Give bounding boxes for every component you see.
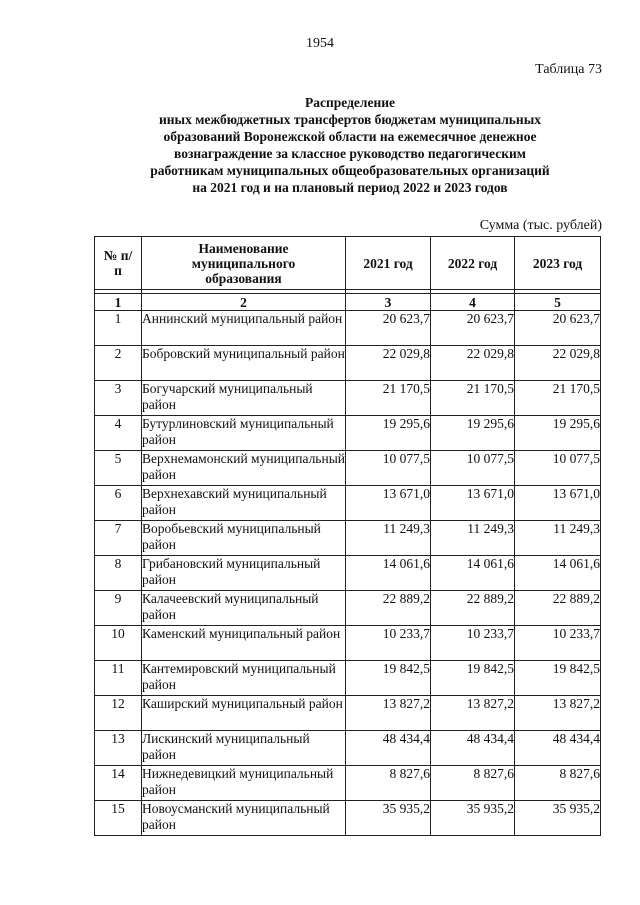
value-2022: 13 827,2 [431,696,515,731]
header-2021: 2021 год [346,237,431,290]
column-number: 2 [142,294,346,311]
title-line: на 2021 год и на плановый период 2022 и 2023 годов [192,180,508,195]
municipality-name: Калачеевский муниципальный район [142,591,346,626]
value-2023: 19 295,6 [515,416,601,451]
value-2022: 13 671,0 [431,486,515,521]
table-header-row [95,237,601,290]
value-2021: 10 077,5 [346,451,431,486]
row-number: 15 [95,801,142,836]
value-2022: 35 935,2 [431,801,515,836]
value-2023: 10 077,5 [515,451,601,486]
table-row [95,416,601,451]
value-2022: 20 623,7 [431,311,515,346]
table-row [95,731,601,766]
value-2021: 22 889,2 [346,591,431,626]
value-2021: 8 827,6 [346,766,431,801]
row-number: 13 [95,731,142,766]
row-number: 4 [95,416,142,451]
table-row [95,801,601,836]
table-row [95,766,601,801]
value-2021: 48 434,4 [346,731,431,766]
row-number: 8 [95,556,142,591]
value-2021: 19 842,5 [346,661,431,696]
row-number: 6 [95,486,142,521]
municipality-name: Нижнедевицкий муниципальный район [142,766,346,801]
table-row [95,486,601,521]
units-label: Сумма (тыс. рублей) [479,218,602,233]
value-2023: 48 434,4 [515,731,601,766]
row-number: 2 [95,346,142,381]
value-2023: 13 671,0 [515,486,601,521]
municipality-name: Верхнехавский муниципальный район [142,486,346,521]
header-name: Наименование муниципального образования [142,237,346,290]
value-2023: 21 170,5 [515,381,601,416]
municipality-name: Лискинский муниципальный район [142,731,346,766]
municipality-name: Новоусманский муниципальный район [142,801,346,836]
value-2021: 20 623,7 [346,311,431,346]
table-row [95,521,601,556]
title-line: иных межбюджетных трансфертов бюджетам муниципальных [159,112,541,127]
row-number: 10 [95,626,142,661]
value-2022: 19 295,6 [431,416,515,451]
value-2021: 13 671,0 [346,486,431,521]
document-title [100,94,600,196]
value-2021: 22 029,8 [346,346,431,381]
value-2022: 19 842,5 [431,661,515,696]
value-2022: 48 434,4 [431,731,515,766]
value-2022: 22 029,8 [431,346,515,381]
row-number: 14 [95,766,142,801]
value-2022: 10 077,5 [431,451,515,486]
table-row [95,661,601,696]
value-2023: 14 061,6 [515,556,601,591]
value-2023: 22 889,2 [515,591,601,626]
page-number: 1954 [306,36,334,51]
column-number: 3 [346,294,431,311]
value-2021: 14 061,6 [346,556,431,591]
municipality-name: Грибановский муниципальный район [142,556,346,591]
value-2022: 11 249,3 [431,521,515,556]
value-2023: 11 249,3 [515,521,601,556]
header-num: № п/п [95,237,142,290]
municipality-name: Бобровский муниципальный район [142,346,346,381]
column-number: 4 [431,294,515,311]
value-2022: 14 061,6 [431,556,515,591]
municipality-name: Верхнемамонский муниципальный район [142,451,346,486]
header-2023: 2023 год [515,237,601,290]
value-2021: 13 827,2 [346,696,431,731]
table-row [95,381,601,416]
table-row [95,451,601,486]
row-number: 5 [95,451,142,486]
column-number: 1 [95,294,142,311]
value-2023: 8 827,6 [515,766,601,801]
municipality-name: Каменский муниципальный район [142,626,346,661]
value-2022: 10 233,7 [431,626,515,661]
value-2023: 20 623,7 [515,311,601,346]
row-number: 11 [95,661,142,696]
column-number-row [95,294,601,311]
value-2021: 21 170,5 [346,381,431,416]
row-number: 7 [95,521,142,556]
title-line: образований Воронежской области на ежемесячное денежное [163,129,537,144]
row-number: 3 [95,381,142,416]
municipality-name: Кантемировский муниципальный район [142,661,346,696]
municipality-name: Аннинский муниципальный район [142,311,346,346]
table-row [95,626,601,661]
value-2021: 11 249,3 [346,521,431,556]
header-2022: 2022 год [431,237,515,290]
title-line: вознаграждение за классное руководство педагогическим [174,146,526,161]
column-number: 5 [515,294,601,311]
table-label: Таблица 73 [535,62,602,77]
value-2021: 19 295,6 [346,416,431,451]
value-2021: 10 233,7 [346,626,431,661]
municipality-name: Бутурлиновский муниципальный район [142,416,346,451]
value-2023: 22 029,8 [515,346,601,381]
value-2022: 21 170,5 [431,381,515,416]
municipality-name: Богучарский муниципальный район [142,381,346,416]
table-row [95,591,601,626]
value-2022: 8 827,6 [431,766,515,801]
row-number: 9 [95,591,142,626]
value-2023: 10 233,7 [515,626,601,661]
table-row [95,556,601,591]
table-row [95,346,601,381]
municipality-name: Воробьевский муниципальный район [142,521,346,556]
distribution-table [94,236,601,836]
municipality-name: Каширский муниципальный район [142,696,346,731]
row-number: 1 [95,311,142,346]
value-2023: 13 827,2 [515,696,601,731]
title-line: работникам муниципальных общеобразовательных организаций [150,163,550,178]
title-line: Распределение [304,95,396,110]
value-2023: 35 935,2 [515,801,601,836]
table-body [95,290,601,836]
table-row [95,311,601,346]
value-2023: 19 842,5 [515,661,601,696]
row-number: 12 [95,696,142,731]
table-row [95,696,601,731]
value-2021: 35 935,2 [346,801,431,836]
value-2022: 22 889,2 [431,591,515,626]
